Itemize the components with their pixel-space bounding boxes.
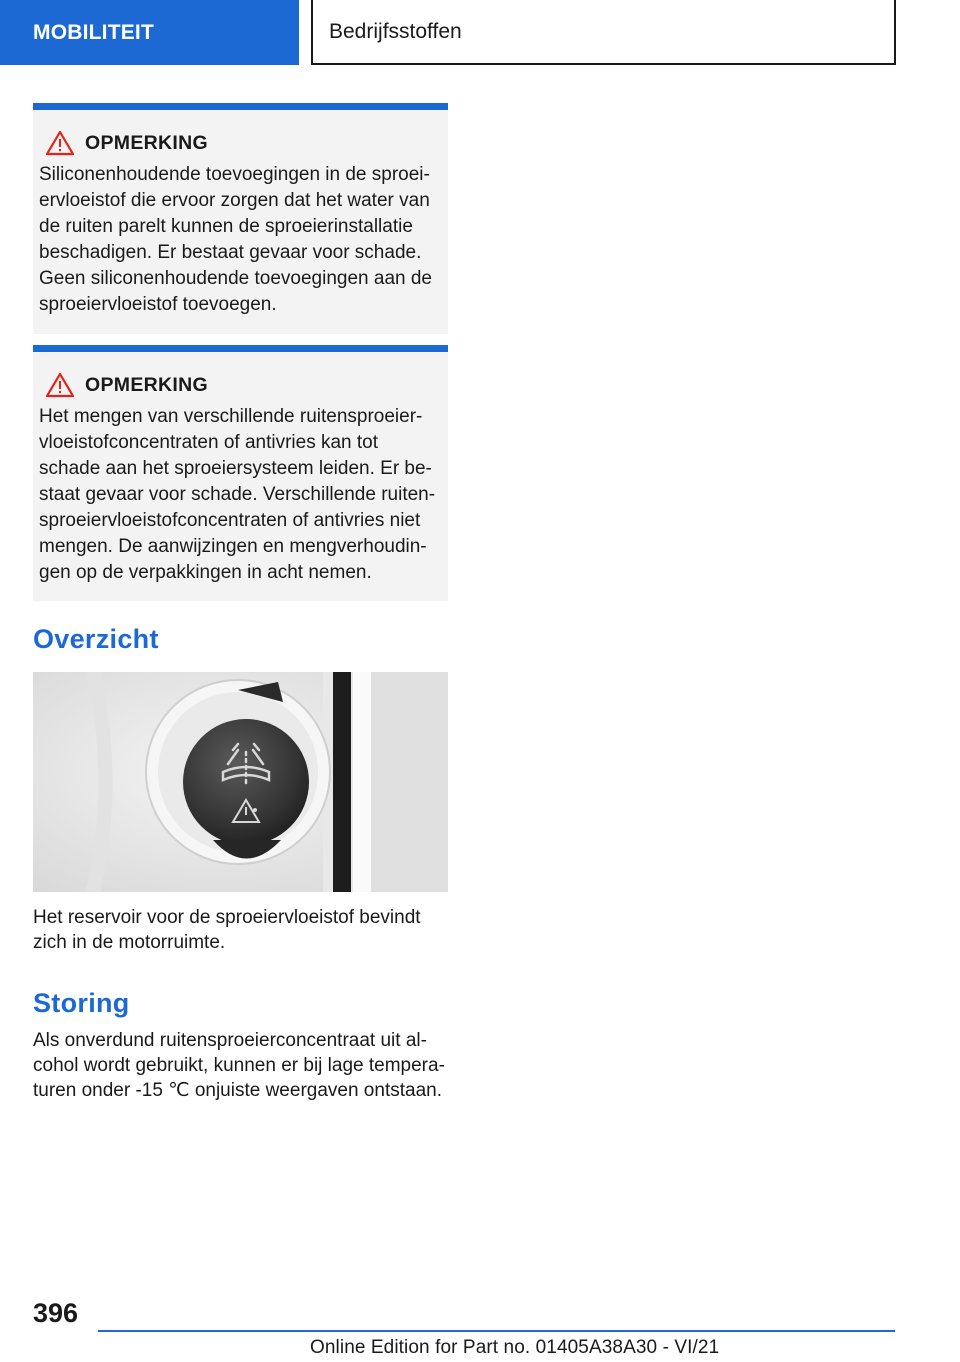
reservoir-cap-photo: [33, 672, 448, 892]
note-box: [33, 103, 448, 334]
section-tab: [0, 0, 299, 65]
note-title: OPMERKING: [85, 373, 208, 396]
note-header: [39, 372, 440, 398]
chapter-label: Bedrijfsstoffen: [329, 19, 462, 43]
note-text: Het mengen van verschillende ruitensproeier- vloeistofconcentraten of antivries kan tot schade aan het sproeiersysteem leiden. Er be- staat gevaar voor schade. Verschillende ruiten- sproeiervloeistofconcentraten of antivries niet mengen. De aanwijzingen en mengverhoudin- gen op de verpakkingen in acht nemen.: [39, 406, 436, 583]
overview-caption: Het reservoir voor de sproeiervloeistof bevindt zich in de motorruimte.: [33, 907, 421, 953]
section-label: MOBILITEIT: [33, 20, 154, 44]
section-heading-overview: Overzicht: [33, 624, 159, 654]
note-box: [33, 345, 448, 601]
fault-text: Als onverdund ruitensproeierconcentraat uit al- cohol wordt gebruikt, kunnen er bij lage tempera- turen onder -15 ℃ onjuiste weergaven ontstaan.: [33, 1030, 445, 1101]
page-number: 396: [33, 1298, 79, 1328]
warning-triangle-icon: [45, 130, 75, 156]
chapter-tab: [311, 0, 896, 65]
section-heading-fault: Storing: [33, 988, 130, 1018]
note-header: [39, 130, 440, 156]
footer-divider: [98, 1330, 895, 1332]
warning-triangle-icon: [45, 372, 75, 398]
note-text: Siliconenhoudende toevoegingen in de sproei- ervloeistof die ervoor zorgen dat het water van de ruiten parelt kunnen de sproeierinstallatie beschadigen. Er bestaat gevaar voor schade. Geen siliconenhoudende toevoegingen aan de sproeiervloeistof toevoegen.: [39, 164, 432, 315]
footer-edition: Online Edition for Part no. 01405A38A30 - VI/21: [310, 1337, 720, 1358]
note-title: OPMERKING: [85, 131, 208, 154]
